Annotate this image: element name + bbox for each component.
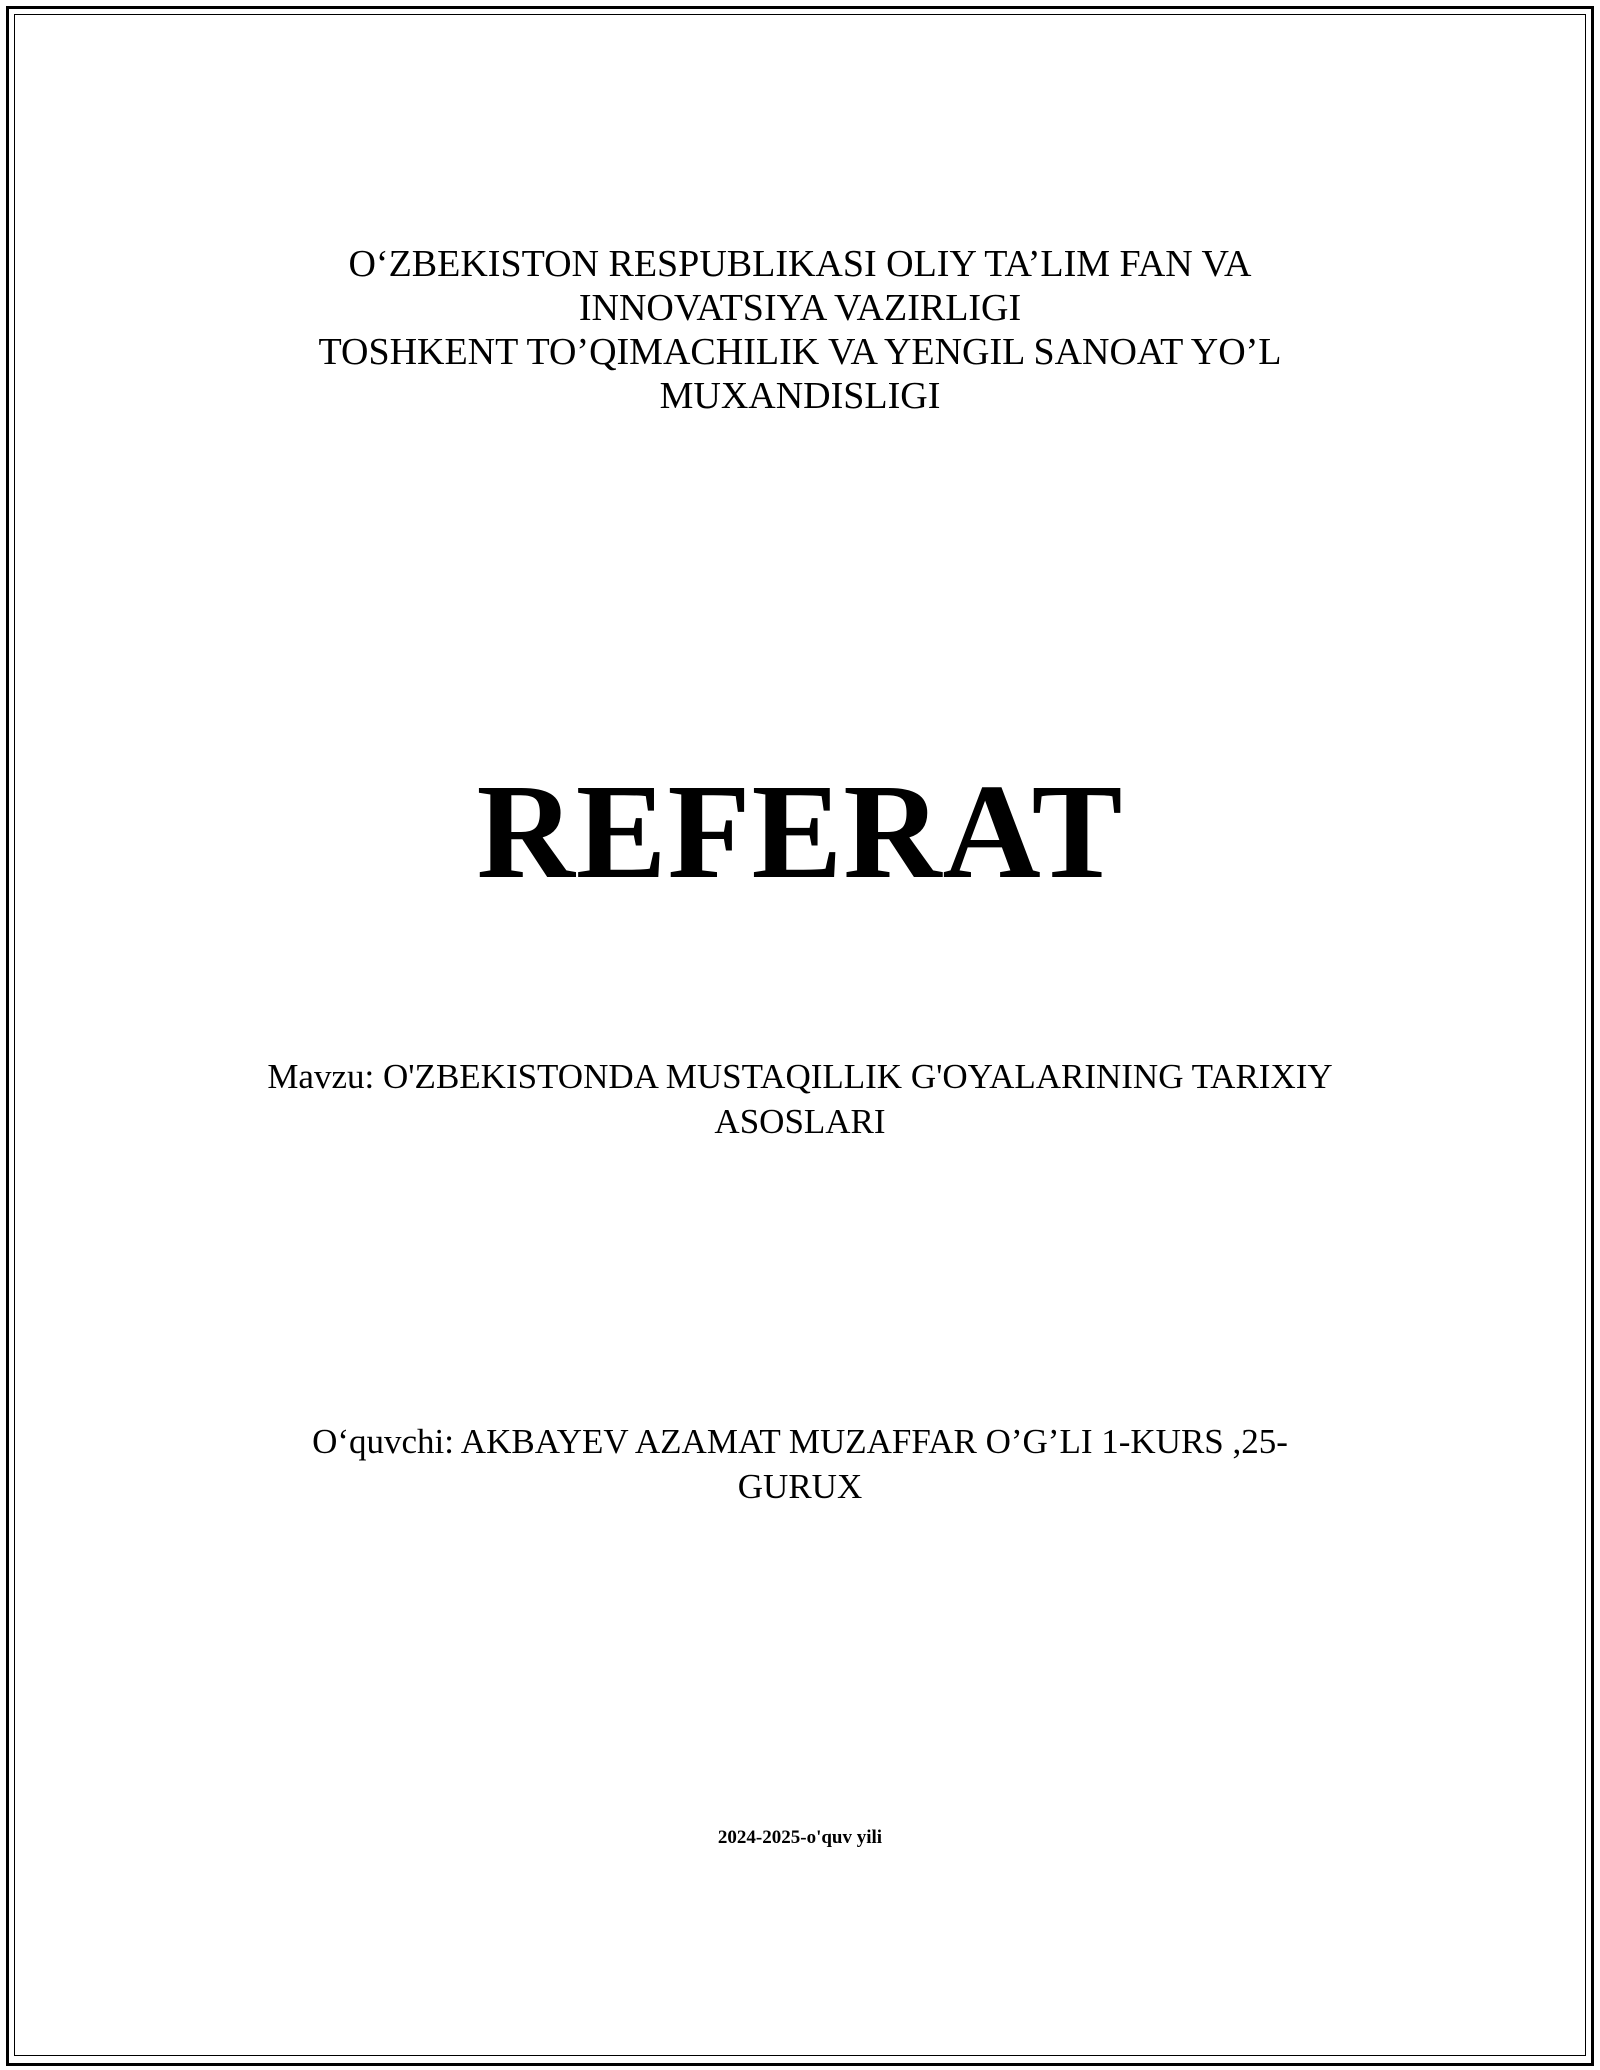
ministry-header (0, 242, 1600, 418)
header-line: TOSHKENT TO’QIMACHILIK VA YENGIL SANOAT YO’L (318, 331, 1282, 373)
student-line: O‘quvchi: AKBAYEV AZAMAT MUZAFFAR O’G’LI 1-KURS ,25- (312, 1422, 1288, 1461)
header-line: O‘ZBEKISTON RESPUBLIKASI OLIY TA’LIM FAN VA (348, 243, 1252, 285)
academic-year: 2024-2025-o'quv yili (717, 1827, 883, 1848)
document-title: REFERAT (476, 757, 1124, 907)
topic-line: Mavzu: O'ZBEKISTONDA MUSTAQILLIK G'OYALARINING TARIXIY (267, 1057, 1333, 1096)
topic-line: ASOSLARI (714, 1102, 886, 1141)
topic (0, 1054, 1600, 1144)
header-line: MUXANDISLIGI (659, 375, 941, 417)
header-line: INNOVATSIYA VAZIRLIGI (578, 287, 1022, 329)
student-info (0, 1419, 1600, 1509)
student-line: GURUX (737, 1467, 863, 1506)
